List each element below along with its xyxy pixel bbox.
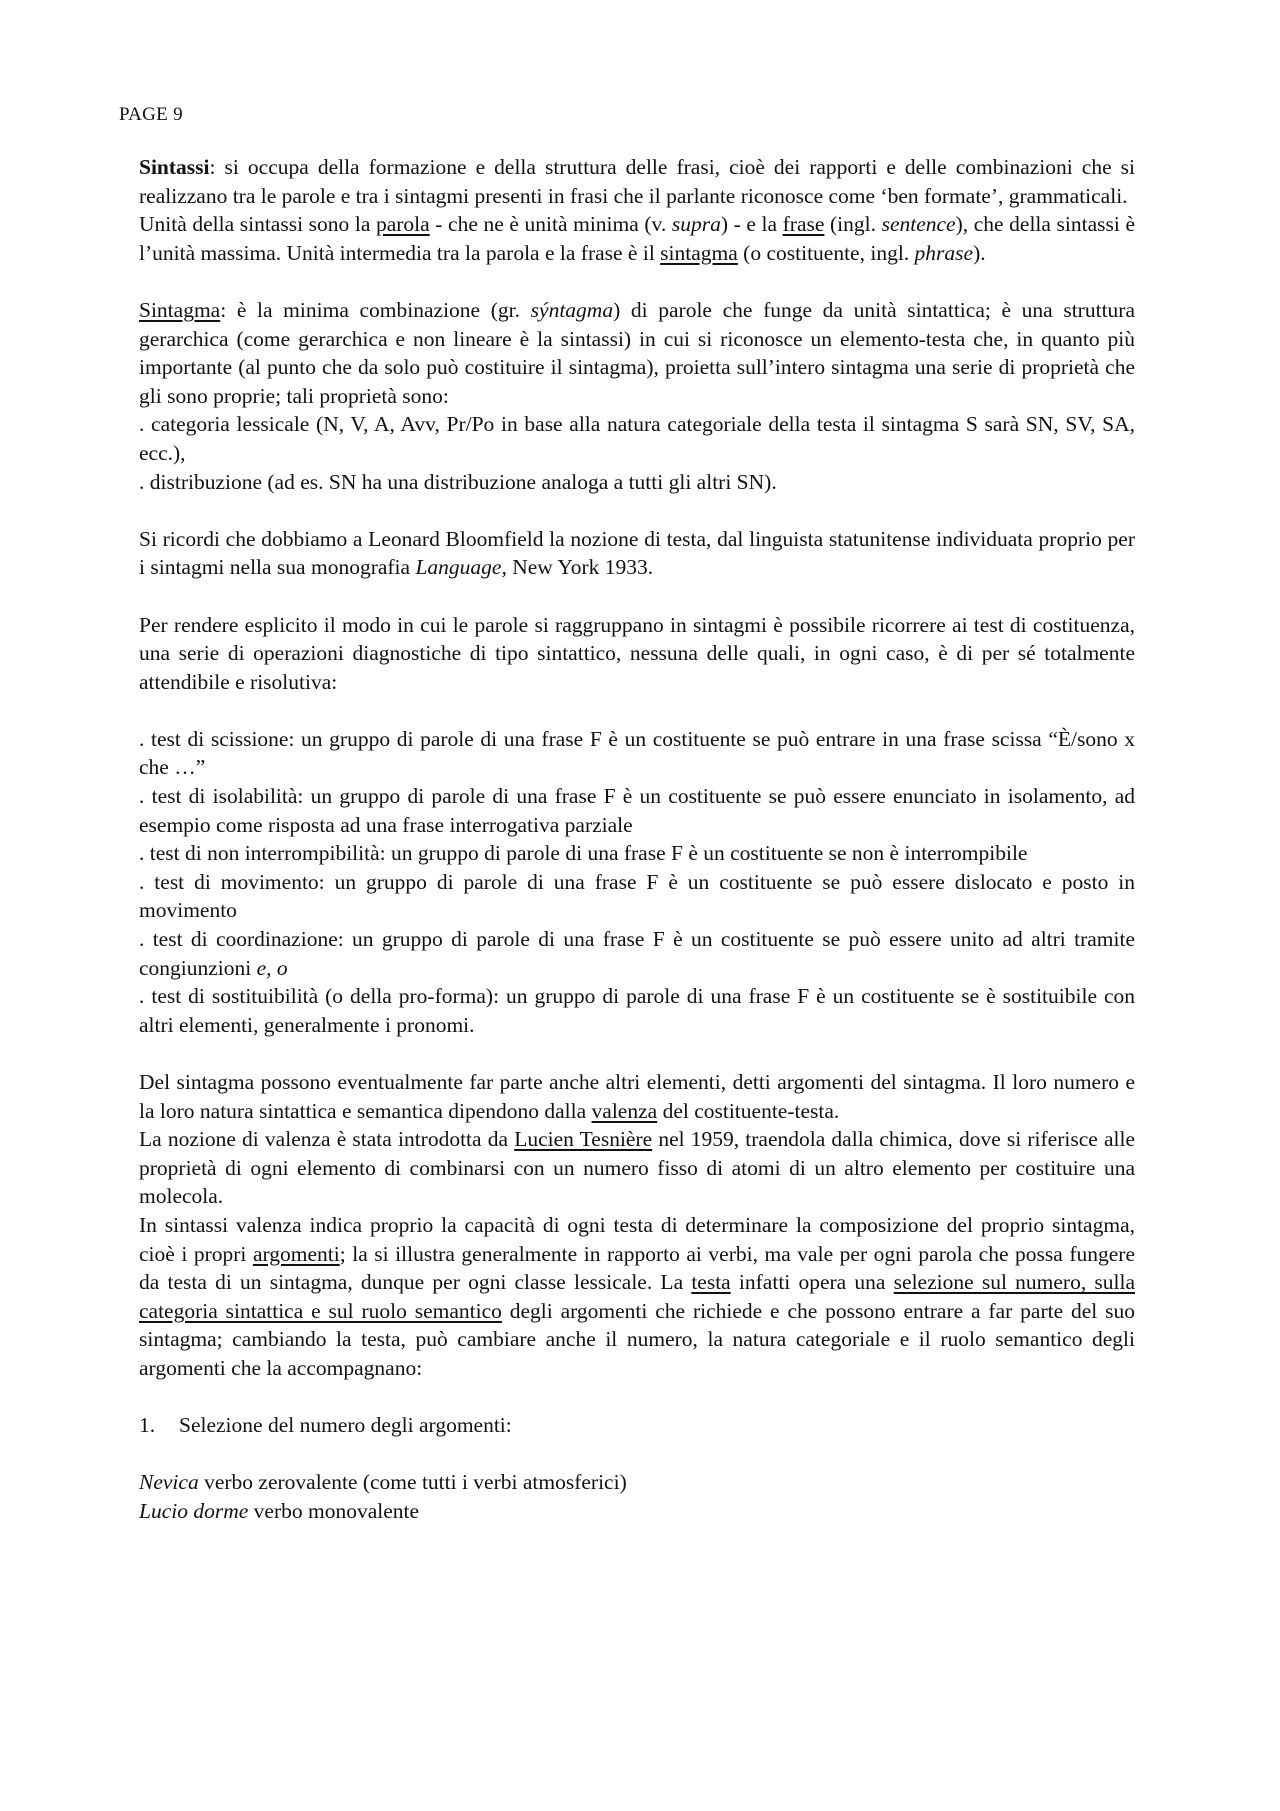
text-fragment: ; la si illustra generalmente in rapporto ai verbi, ma vale per ogni parola che possa fungere da testa di un sintagma, dunque per ogni classe lessicale. La [139,1241,1135,1295]
item-text: Selezione del numero degli argomenti: [179,1413,512,1438]
text-fragment: New York 1933. [506,555,654,580]
text-fragment: del costituente-testa. [657,1098,840,1123]
paragraph-gap [139,696,1135,725]
paragraph-gap [139,1039,1135,1068]
paragraph-argomenti [139,1068,1135,1125]
term-selezione: selezione sul numero, sulla categoria sintattica e sul ruolo semantico [139,1270,1136,1323]
document-body [139,153,1135,1526]
paragraph-sintagma [139,296,1135,410]
page-header: PAGE 9 [119,104,183,125]
term-valenza: valenza [591,1098,658,1123]
paragraph-bloomfield [139,525,1135,582]
paragraph-valenza [139,1211,1135,1383]
item-number: 1. [139,1413,156,1438]
paragraph-gap [139,496,1135,525]
term-sintassi: Sintassi [139,155,210,179]
text-fragment: : si occupa della formazione e della struttura delle frasi, cioè dei rapporti e delle combinazioni che si realizzano tra le parole e tra i sintagmi presenti in frasi che il parlante riconosce come ‘ben formate’, grammaticali. [139,155,1135,208]
term-parola: parola [375,212,430,237]
term-sintagma-heading: Sintagma [139,297,221,322]
conjunctions: e, o [256,955,288,980]
paragraph-tesniere [139,1125,1135,1211]
test-item: . test di isolabilità: un gruppo di parole di una frase F è un costituente se può essere enunciato in isolamento, ad esempio come risposta ad una frase interrogativa parziale [139,784,1135,837]
text-fragment: infatti opera una [730,1270,894,1295]
term-argomenti: argomenti [252,1241,340,1266]
book-title-language: Language, [415,555,507,580]
text-fragment: In sintassi valenza indica proprio la capacità di ogni testa di determinare la composizione del proprio sintagma, cioè i propri [139,1212,1135,1266]
text-fragment: La nozione di valenza è stata introdotta da [139,1127,515,1152]
text-fragment: (o costituente, ingl. [737,240,915,265]
test-item: . test di sostituibilità (o della pro-forma): un gruppo di parole di una frase F è un costituente se è sostituibile con altri elementi, generalmente i pronomi. [139,984,1135,1037]
text-fragment: ) - e la [720,212,783,237]
paragraph-gap [139,582,1135,611]
term-frase: frase [782,212,825,237]
text-fragment: Si ricordi che dobbiamo a Leonard Bloomfield la nozione di testa, dal linguista statunitense individuata proprio per i sintagmi nella sua monografia [139,526,1135,580]
text-fragment: Del sintagma possono eventualmente far parte anche altri elementi, detti argomenti del sintagma. Il loro numero e la loro natura sintattica e semantica dipendono dalla [139,1070,1135,1123]
term-sentence: sentence [881,212,956,237]
paragraph-test-intro: Per rendere esplicito il modo in cui le parole si raggruppano in sintagmi è possibile ricorrere ai test di costituenza, una serie di operazioni diagnostiche di tipo sintattico, nessuna delle quali, in ogni caso, è di per sé totalmente attendibile e risolutiva: [139,612,1135,694]
paragraph-gap [139,1440,1135,1469]
name-lucien-tesniere: Lucien Tesnière [514,1127,653,1152]
test-item: . test di scissione: un gruppo di parole di una frase F è un costituente se può entrare in una frase scissa “È/sono x che …” [139,726,1135,780]
test-item: . test di movimento: un gruppo di parole di una frase F è un costituente se può essere dislocato e posto in movimento [139,869,1135,923]
text-fragment: (ingl. [824,212,882,237]
term-testa: testa [691,1270,731,1295]
term-syntagma: sýntagma [530,297,614,322]
paragraph-gap [139,1383,1135,1412]
example-sentence: Lucio dorme [139,1498,249,1523]
example-sentence: Nevica [139,1470,199,1495]
term-sintagma: sintagma [660,240,738,265]
text-fragment: Unità della sintassi sono la [139,212,376,237]
text-fragment: . test di coordinazione: un gruppo di parole di una frase F è un costituente se può essere unito ad altri tramite congiunzioni [139,927,1135,980]
test-item [139,925,1135,982]
text-fragment: : è la minima combinazione (gr. [220,297,531,322]
example-line [139,1468,1135,1497]
text-fragment: ). [973,240,986,265]
example-line [139,1497,1135,1526]
example-gloss: verbo zerovalente (come tutti i verbi atmosferici) [198,1470,627,1495]
numbered-item [139,1411,1135,1440]
text-fragment: degli argomenti che richiede e che possono entrare a far parte del suo sintagma; cambiando la testa, può cambiare anche il numero, la natura categoriale e il ruolo semantico degli argomenti che la accompagnano: [139,1298,1135,1380]
text-fragment: nel 1959, traendola dalla chimica, dove si riferisce alle proprietà di ogni elemento di combinarsi con un numero fisso di atomi di un altro elemento per costituire una molecola. [139,1127,1135,1209]
paragraph-unita-sintassi [139,210,1135,267]
term-supra: supra [671,212,721,237]
term-phrase: phrase [914,240,974,265]
paragraph-gap [139,267,1135,296]
text-fragment: ) di parole che funge da unità sintattica; è una struttura gerarchica (come gerarchica e non lineare è la sintassi) in cui si riconosce un elemento-testa che, in quanto più importante (al punto che da solo può costituire il sintagma), proietta sull’intero sintagma una serie di proprietà che gli sono proprie; tali proprietà sono: [139,297,1135,408]
test-item: . test di non interrompibilità: un gruppo di parole di una frase F è un costituente se non è interrompibile [139,841,1028,866]
property-item: . categoria lessicale (N, V, A, Avv, Pr/Po in base alla natura categoriale della testa il sintagma S sarà SN, SV, SA, ecc.), [139,412,1135,465]
example-gloss: verbo monovalente [248,1498,420,1523]
text-fragment: ), che della sintassi è l’unità massima. Unità intermedia tra la parola e la frase è il [139,212,1136,265]
paragraph-sintassi [139,153,1135,210]
property-item: . distribuzione (ad es. SN ha una distribuzione analoga a tutti gli altri SN). [139,469,777,494]
text-fragment: - che ne è unità minima (v. [429,212,672,237]
